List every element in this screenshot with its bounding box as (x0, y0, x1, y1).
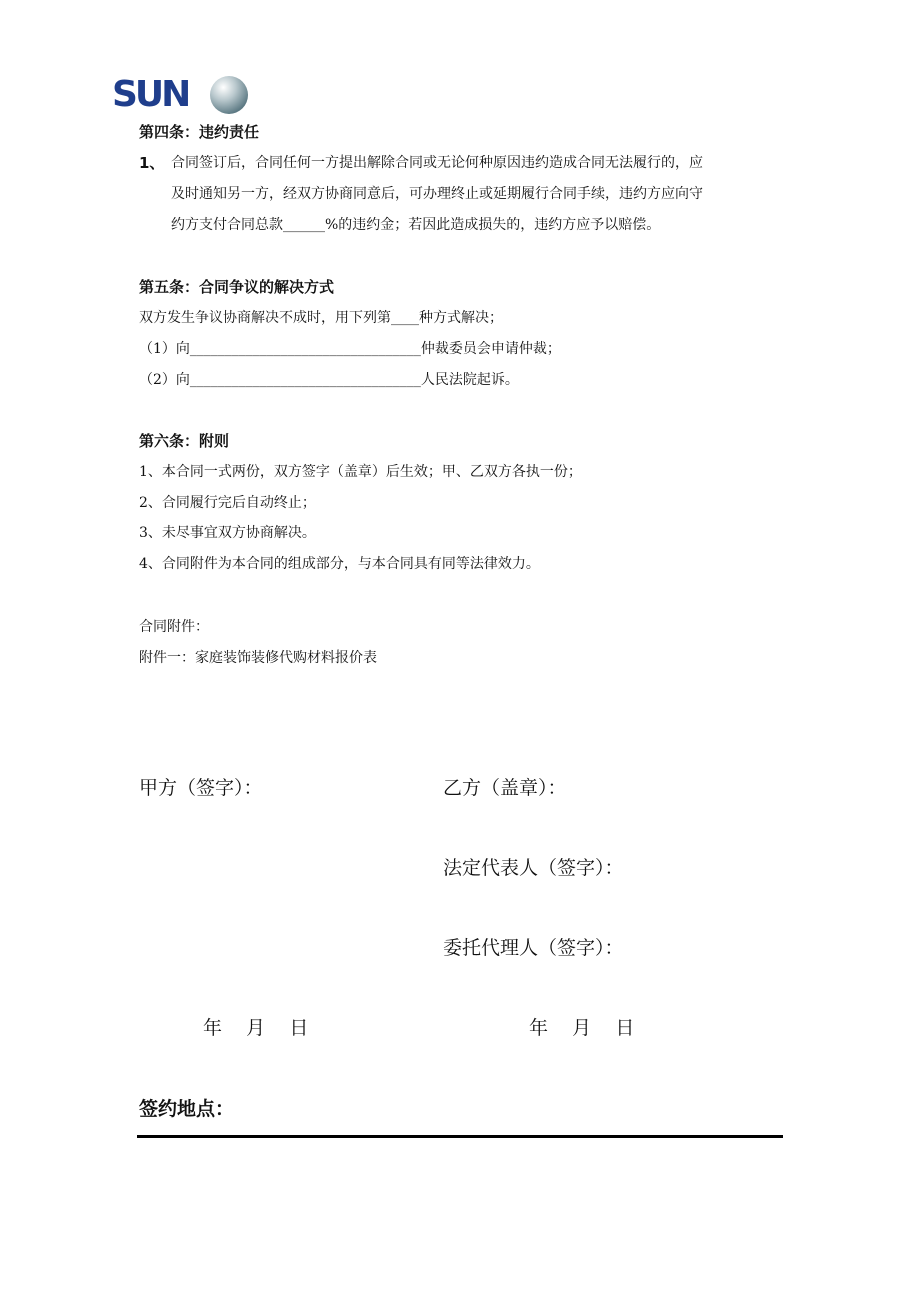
article5-option-2: （2）向_________________________________人民法院起诉。 (139, 372, 519, 388)
article4-heading: 第四条：违约责任 (139, 123, 260, 141)
article4-line-3: 约方支付合同总款______%的违约金；若因此造成损失的，违约方应予以赔偿。 (171, 217, 661, 233)
party-a-signature-label: 甲方（签字）： (139, 777, 263, 799)
article4-item-number: 1、 (139, 154, 165, 172)
party-a-date: 年 月 日 (203, 1017, 309, 1039)
article4-line-1: 合同签订后，合同任何一方提出解除合同或无论何种原因违约造成合同无法履行的，应 (171, 155, 703, 171)
logo-text: SUN (112, 74, 189, 115)
logo-globe-icon (210, 76, 248, 114)
signing-place-label: 签约地点： (139, 1098, 235, 1120)
signing-place-underline (137, 1135, 783, 1138)
article6-item: 2、合同履行完后自动终止； (139, 495, 316, 511)
article6-heading: 第六条：附则 (139, 432, 230, 450)
attachment-item-1: 附件一：家庭装饰装修代购材料报价表 (139, 650, 377, 666)
article5-option-1: （1）向_________________________________仲裁委员会申请仲裁； (139, 341, 561, 357)
article6-item: 4、合同附件为本合同的组成部分，与本合同具有同等法律效力。 (139, 556, 540, 572)
company-logo (112, 74, 247, 116)
party-b-seal-label: 乙方（盖章）： (443, 777, 567, 799)
article5-heading: 第五条：合同争议的解决方式 (139, 278, 335, 296)
article6-item: 3、未尽事宜双方协商解决。 (139, 525, 316, 541)
article5-intro: 双方发生争议协商解决不成时，用下列第____种方式解决； (139, 310, 503, 326)
authorized-agent-label: 委托代理人（签字）： (443, 937, 624, 959)
attachments-label: 合同附件： (139, 619, 209, 635)
article6-item: 1、本合同一式两份，双方签字（盖章）后生效；甲、乙双方各执一份； (139, 464, 582, 480)
article4-line-2: 及时通知另一方，经双方协商同意后，可办理终止或延期履行合同手续，违约方应向守 (171, 186, 703, 202)
legal-representative-label: 法定代表人（签字）： (443, 857, 624, 879)
party-b-date: 年 月 日 (529, 1017, 635, 1039)
